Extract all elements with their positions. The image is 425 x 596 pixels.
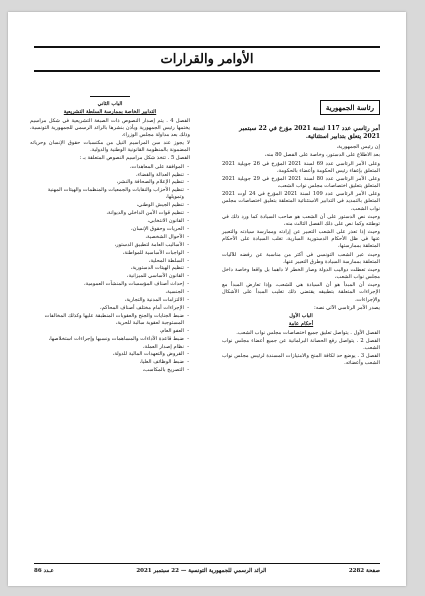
section-header <box>34 46 380 72</box>
preamble-paragraph: إن رئيس الجمهورية، <box>336 144 380 150</box>
preamble-paragraph: وحيث نص الدستور على أن الشعب هو صاحب السيادة كما ورد ذلك في توطئته وكما نص على ذلك الفصل الثالث منه، <box>222 213 380 227</box>
article-paragraph: الفصل الأول . يتواصل تعليق جميع اختصاصات مجلس نواب الشعب. <box>236 329 380 336</box>
article-5: الفصل 5 . تتخذ شكل مراسيم النصوص المتعلقة بـ : <box>79 155 190 162</box>
document-page <box>8 12 406 586</box>
preamble-paragraph: وعلى الأمر الرئاسي عدد 69 لسنة 2021 المؤرخ في 26 جويلية 2021 المتعلق بإعفاء رئيس الحكومة وأعضاء بالحكومة، <box>222 160 380 174</box>
list-item: - القانون الأساسي للميزانية، <box>30 273 184 280</box>
preamble-paragraph: وعلى الأمر الرئاسي عدد 109 لسنة 2021 المؤرخ في 24 أوت 2021 المتعلق بالتمديد في التدابير الاستثنائية المتعلقة بتعليق اختصاصات مجلس نواب الشعب، <box>222 191 380 212</box>
article-5-items <box>30 164 190 375</box>
list-item: - إحداث أصناف المؤسسات والمنشآت العمومية، <box>30 281 184 288</box>
separator <box>90 96 130 97</box>
preamble-paragraph: يصدر الأمر الرئاسي الآتي نصه: <box>313 304 380 311</box>
journal-name: الرائد الرسمي للجمهورية التونسية — 22 سبتمبر 2021 <box>136 568 267 574</box>
chapter-1-heading: الباب الأول <box>289 313 313 320</box>
list-item: - الالتزامات المدنية والتجارية، <box>30 297 184 304</box>
list-item: - القروض والتعهدات المالية للدولة، <box>30 351 184 358</box>
list-item: - الحريات وحقوق الإنسان، <box>30 226 184 233</box>
list-item: - نظام إصدار العملة، <box>30 344 184 351</box>
list-item: - تنظيم الجيش الوطني، <box>30 202 184 209</box>
article-4-paragraph-2: لا يجوز عند سن المراسيم النيل من مكتسبات حقوق الإنسان وحرياته المضمونة بالمنظومة القانونية الوطنية والدولية. <box>30 140 190 154</box>
list-item: - العفو العام، <box>30 328 184 335</box>
page-number: صفحة 2282 <box>348 568 380 574</box>
list-item: - الأساليب العامة لتطبيق الدستور، <box>30 242 184 249</box>
list-item: - التصريح بالمكاسب، <box>30 367 184 374</box>
list-item: - السلطة المحلية، <box>30 258 184 265</box>
list-item: - الإجراءات أمام مختلف أصناف المحاكم، <box>30 305 184 312</box>
list-item: - تنظيم العدالة والقضاء، <box>30 172 184 179</box>
section-title: الأوامر والقرارات <box>160 51 254 67</box>
chapter-2-title: التدابير الخاصة بممارسة السلطة التشريعية <box>63 109 157 116</box>
preamble-paragraph: بعد الاطلاع على الدستور، وخاصة على الفصل 80 منه، <box>264 152 380 159</box>
article-4: الفصل 4 . يتم إصدار النصوص ذات الصبغة التشريعية في شكل مراسيم يختمها رئيس الجمهورية ويأذن بنشرها بالرائد الرسمي للجمهورية التونسية، وذلك بعد مداولة مجلس الوزراء. <box>30 117 190 138</box>
article-paragraph: الفصل 3 . يوضع حد لكافة المنح والامتيازات المسندة لرئيس مجلس نواب الشعب وأعضائه. <box>222 353 380 367</box>
chapter-1-title: أحكام عامة <box>288 321 314 328</box>
list-item: - تنظيم قوات الأمن الداخلي والديوانة، <box>30 210 184 217</box>
list-item: - الأحوال الشخصية، <box>30 234 184 241</box>
list-item: - ضبط الوظائف العليا، <box>30 359 184 366</box>
list-item: - الموافقة على المعاهدات، <box>30 164 184 171</box>
preamble-paragraph: وحيث عبر الشعب التونسي في أكثر من مناسبة عن رفضه للآليات المتعلقة بممارسة السيادة وطرق التعبير عنها، <box>222 251 380 265</box>
list-item: - ضبط الجنايات والجنح والعقوبات المنطبقة عليها وكذلك المخالفات المستوجبة لعقوبة سالبة للحرية، <box>30 313 184 327</box>
list-item: - تنظيم الهيئات الدستورية، <box>30 265 184 272</box>
preamble-paragraph: وحيث إذا تعذر على الشعب التعبير عن إرادته وممارسة سيادته والتعبير عنها في ظل الأحكام الدستورية السارية، تغلب السيادة على الأحكام المتعلقة بممارستها، <box>222 229 380 250</box>
preamble <box>222 144 380 312</box>
left-column <box>30 92 190 375</box>
decree-title: أمر رئاسي عدد 117 لسنة 2021 مؤرخ في 22 سبتمبر 2021 يتعلق بتدابير استثنائية. <box>239 125 380 140</box>
list-item: - ضبط قاعدة الأداءات والمساهمات ونسبها وإجراءات استخلاصها، <box>30 336 184 343</box>
preamble-paragraph: وعلى الأمر الرئاسي عدد 80 لسنة 2021 المؤرخ في 29 جويلية 2021 المتعلق بتعليق اختصاصات مجلس نواب الشعب، <box>222 175 380 190</box>
preamble-paragraph: وحيث تعطلت دواليب الدولة وصار الخطر لا داهما بل واقعا وخاصة داخل مجلس نواب الشعب، <box>222 267 380 281</box>
page-footer <box>34 563 380 574</box>
list-item: - تنظيم الإعلام والصحافة والنشر، <box>30 179 184 186</box>
chapter-2-heading: الباب الثاني <box>97 101 123 107</box>
institution-box: رئاسة الجمهورية <box>320 100 380 115</box>
list-item: - الواجبات الأساسية للمواطنة، <box>30 250 184 257</box>
article-paragraph: الفصل 2 . يتواصل رفع الحصانة البرلمانية عن جميع أعضاء مجلس نواب الشعب. <box>222 337 380 352</box>
list-item: - القانون الانتخابي، <box>30 218 184 225</box>
preamble-paragraph: وحيث أن المبدأ هو أن السيادة هي للشعب، وإذا تعارض المبدأ مع الإجراءات المتعلقة بتطبيقه يقتضي ذلك تغليب المبدأ على الأشكال والإجراءات، <box>222 282 380 303</box>
articles-list <box>222 330 380 368</box>
list-item: - الجنسية، <box>30 289 184 296</box>
issue-number: عـدد 86 <box>34 568 54 574</box>
list-item: - تنظيم الأحزاب والنقابات والجمعيات والمنظمات والهيئات المهنية وتمويلها، <box>30 187 184 201</box>
right-column <box>222 100 380 369</box>
